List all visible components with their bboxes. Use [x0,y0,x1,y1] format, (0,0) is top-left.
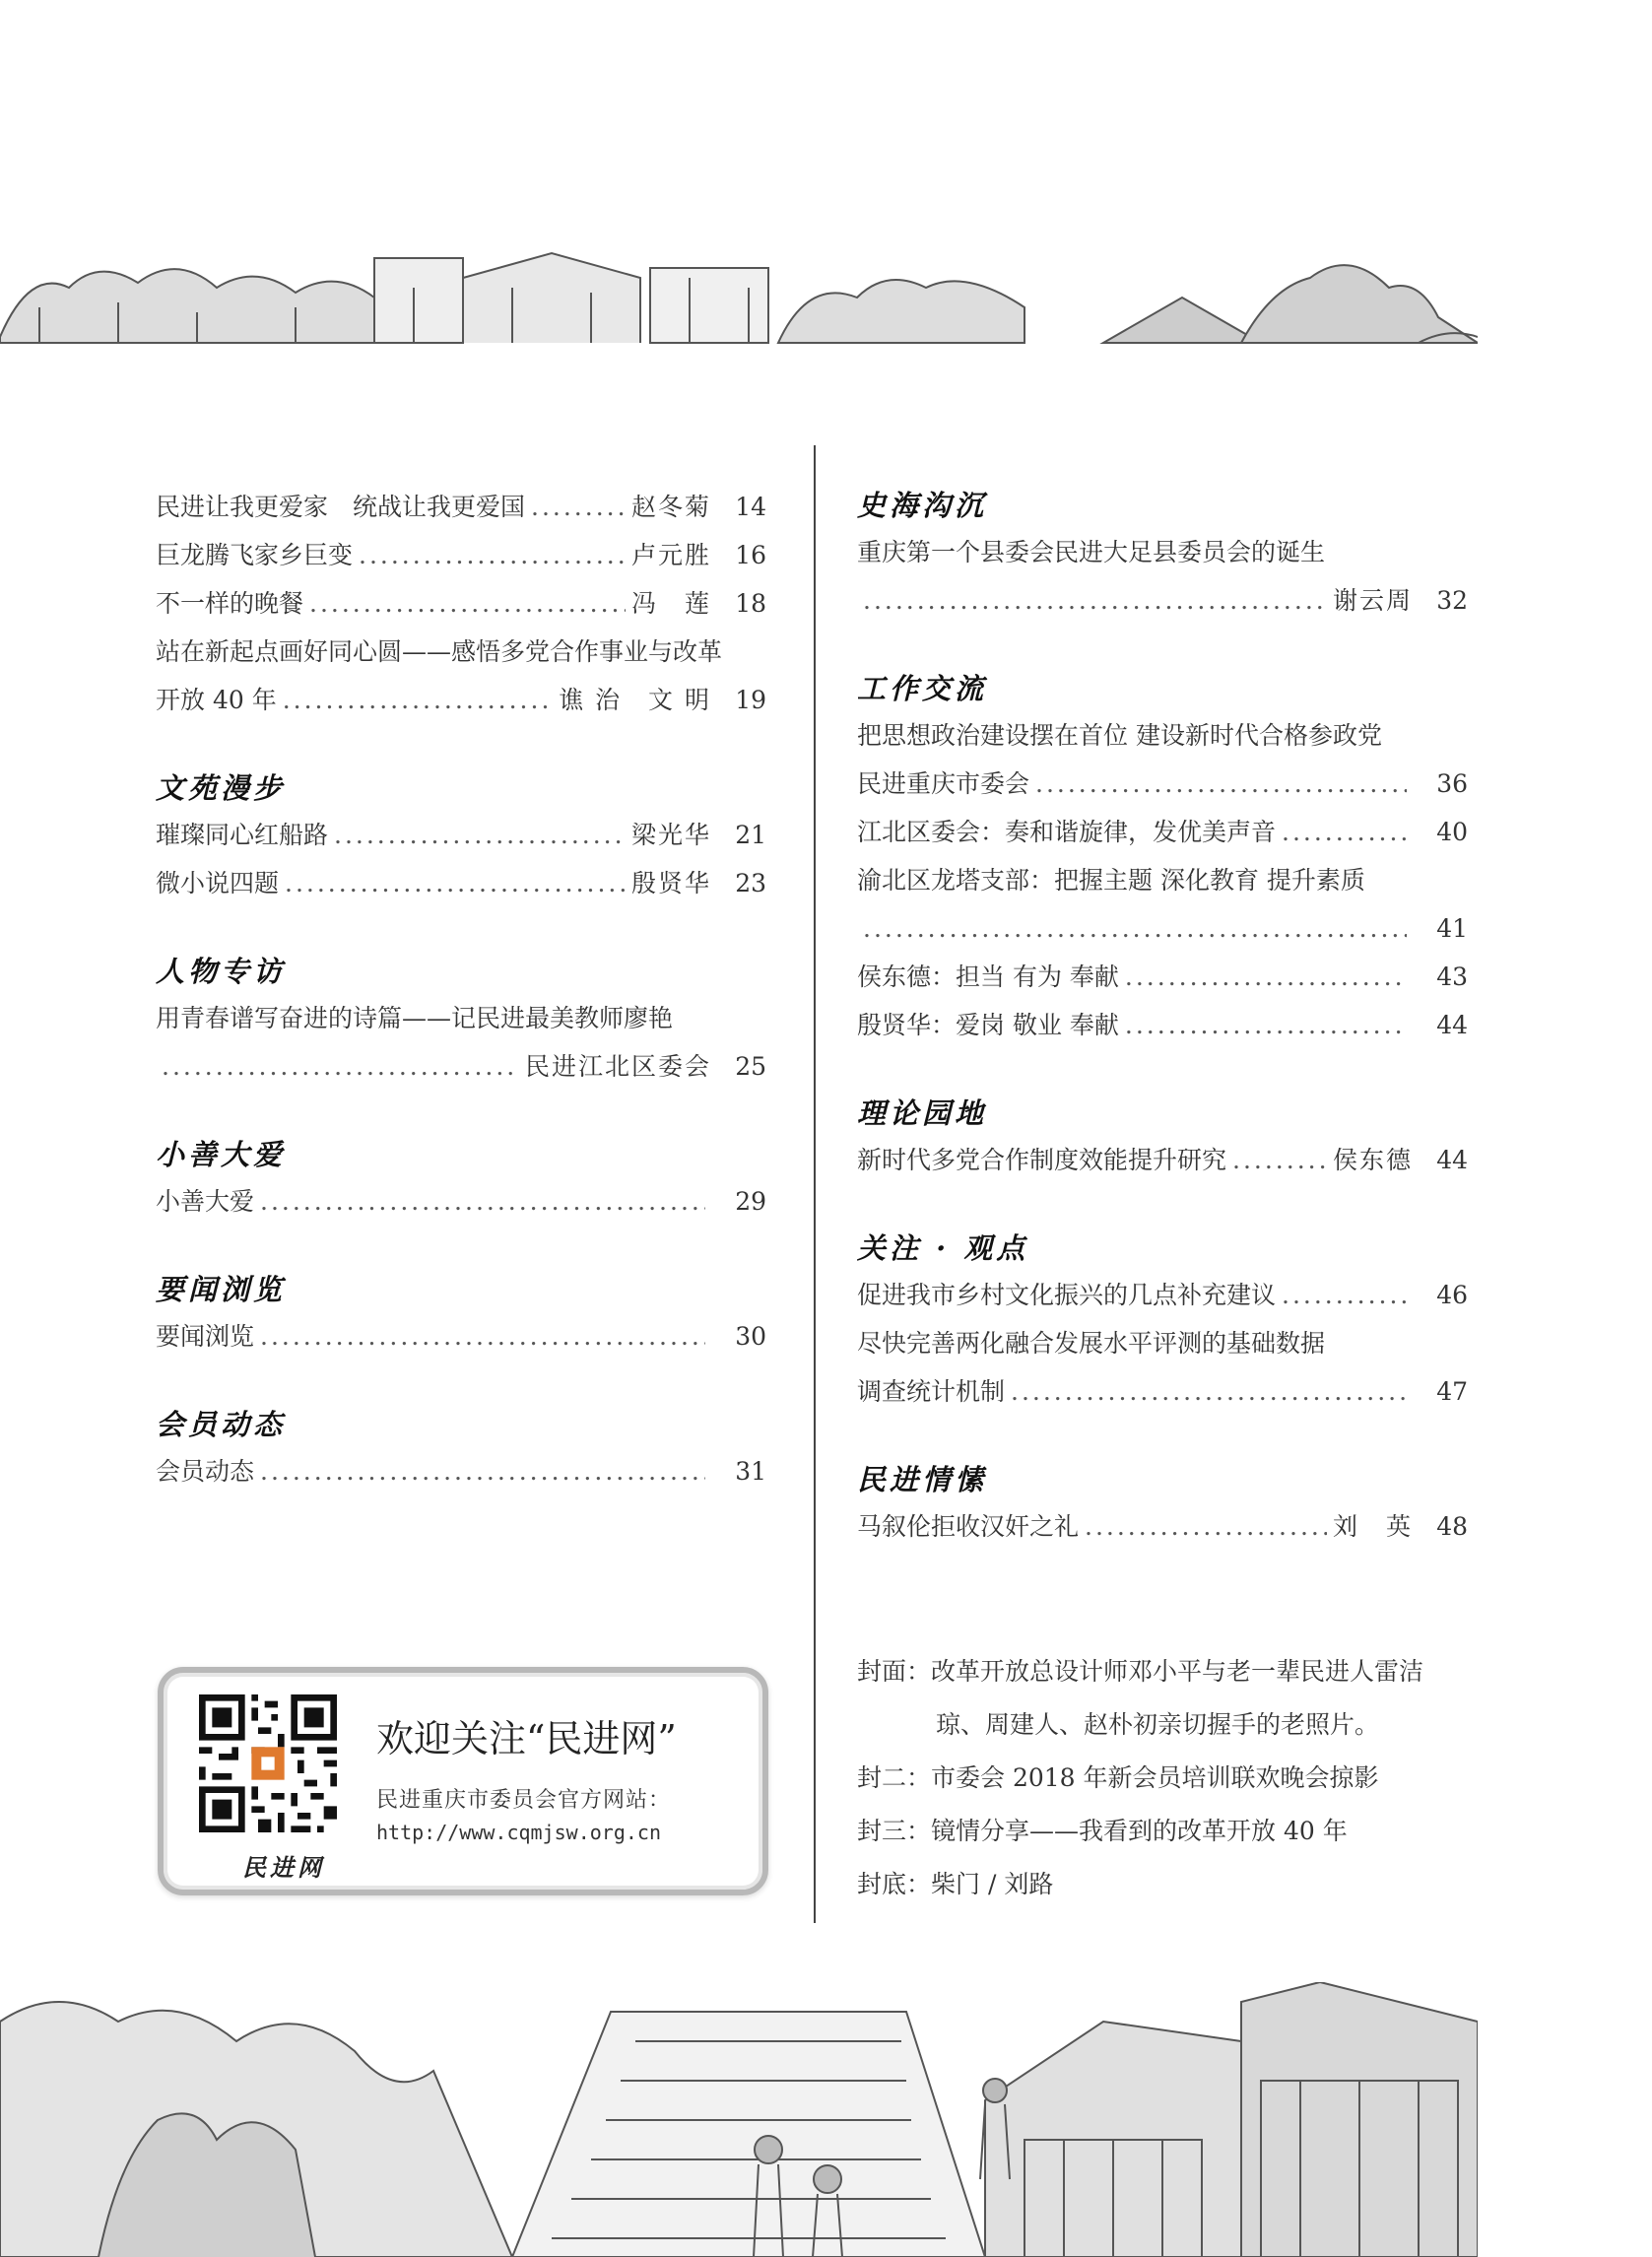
note-text: 镜情分享——我看到的改革开放 40 年 [931,1817,1348,1845]
entry-title: 江北区委会：奏和谐旋律，发优美声音 [857,818,1277,846]
entry-title-line: 重庆第一个县委会民进大足县委员会的诞生 [857,538,1326,566]
entry-row [156,1312,766,1361]
entry-title: 要闻浏览 [156,1322,255,1351]
leader-dots [283,676,553,724]
toc-entry[interactable] [857,1001,1468,1049]
entry-page: 18 [735,589,766,618]
entry-page: 19 [735,686,766,714]
cover-note [857,1752,1487,1805]
toc-entry[interactable] [857,1271,1468,1319]
entry-title: 巨龙腾飞家乡巨变 [156,541,354,569]
note-continuation: 琼、周建人、赵朴初亲切握手的老照片。 [936,1710,1380,1739]
toc-entry[interactable] [857,1136,1468,1184]
entry-title: 侯东德：担当 有为 奉献 [857,963,1119,991]
entry-author: 刘 英 [1332,1512,1413,1541]
entry-author: 谢云周 [1332,586,1413,615]
entry-row [156,579,766,628]
toc-entry[interactable] [857,1319,1468,1416]
toc-entry[interactable] [156,579,766,628]
entry-row [156,676,766,724]
entry-title: 开放 40 年 [156,686,277,714]
leader-dots [260,1447,705,1495]
toc-right-column [857,483,1468,1592]
note-text: 柴门 / 刘路 [931,1870,1054,1898]
toc-entry[interactable] [857,953,1468,1001]
entry-author: 赵冬菊 [630,493,711,521]
qr-code-icon [199,1694,337,1832]
entry-page: 23 [735,869,766,897]
entry-row [156,483,766,531]
qr-promo-box [158,1667,768,1895]
entry-title: 会员动态 [156,1457,255,1486]
entry-row [156,811,766,859]
entry-page: 44 [1436,1011,1468,1039]
toc-entry[interactable] [156,994,766,1091]
section-heading: 要闻浏览 [156,1273,287,1306]
toc-entry[interactable] [156,483,766,531]
leader-dots [359,531,626,579]
entry-row [857,1136,1468,1184]
entry-title: 不一样的晚餐 [156,589,304,618]
note-text: 改革开放总设计师邓小平与老一辈民进人雷洁 [931,1657,1424,1686]
toc-entry[interactable] [857,808,1468,856]
toc-section [156,1132,766,1226]
section-heading: 关注 · 观点 [857,1231,1029,1265]
toc-entry[interactable] [156,1312,766,1361]
toc-entry[interactable] [156,1447,766,1495]
leader-dots [285,859,626,907]
entry-page: 44 [1436,1146,1468,1174]
leader-dots [863,576,1327,625]
leader-dots [260,1177,705,1226]
entry-author: 梁光华 [630,821,711,849]
toc-left-column [156,483,766,1537]
leader-dots [1282,1271,1407,1319]
entry-page: 14 [735,493,766,521]
entry-row [857,904,1468,953]
entry-author: 侯东德 [1332,1146,1413,1174]
entry-title-line: 站在新起点画好同心圆——感悟多党合作事业与改革 [156,637,723,666]
toc-section [156,1267,766,1361]
toc-entry[interactable] [156,859,766,907]
entry-title: 小善大爱 [156,1187,255,1216]
section-heading: 小善大爱 [156,1138,287,1171]
leader-dots [863,904,1407,953]
entry-author: 殷贤华 [630,869,711,897]
entry-page: 40 [1436,818,1468,846]
entry-page: 46 [1436,1281,1468,1309]
toc-section [857,1226,1468,1416]
entry-page: 36 [1436,769,1468,798]
entry-row [857,1271,1468,1319]
toc-entry[interactable] [156,811,766,859]
leader-dots [1125,1001,1407,1049]
toc-section [156,1402,766,1495]
cover-notes [857,1645,1487,1911]
note-label: 封底： [857,1870,932,1898]
toc-entry[interactable] [857,856,1468,953]
entry-title: 民进让我更爱家 统战让我更爱国 [156,493,526,521]
entry-row [857,576,1468,625]
entry-title: 民进重庆市委会 [857,769,1030,798]
entry-title: 微小说四题 [156,869,280,897]
note-label: 封面： [857,1657,932,1686]
entry-page: 48 [1436,1512,1468,1541]
toc-section [156,949,766,1091]
entry-page: 41 [1436,914,1468,943]
cover-note [857,1858,1487,1911]
leader-dots [309,579,626,628]
toc-section [857,1457,1468,1551]
leader-dots [334,811,626,859]
entry-title: 促进我市乡村文化振兴的几点补充建议 [857,1281,1277,1309]
toc-entry[interactable] [156,628,766,724]
entry-title: 璀璨同心红船路 [156,821,329,849]
leader-dots [1035,760,1407,808]
leader-dots [1085,1502,1327,1551]
entry-row [857,1367,1468,1416]
toc-section [156,483,766,724]
cover-note [857,1805,1487,1858]
leader-dots [1282,808,1407,856]
toc-entry[interactable] [857,711,1468,808]
entry-page: 43 [1436,963,1468,991]
entry-row [156,531,766,579]
section-heading: 工作交流 [857,672,988,705]
toc-entry[interactable] [857,1502,1468,1551]
column-divider [814,445,816,1923]
entry-title: 调查统计机制 [857,1377,1006,1406]
entry-title-line: 渝北区龙塔支部：把握主题 深化教育 提升素质 [857,866,1365,895]
leader-dots [260,1312,705,1361]
toc-section [857,666,1468,1049]
entry-page: 29 [735,1187,766,1216]
entry-page: 47 [1436,1377,1468,1406]
toc-section [156,765,766,907]
entry-title: 殷贤华：爱岗 敬业 奉献 [857,1011,1119,1039]
note-label: 封三： [857,1817,932,1845]
entry-author: 冯 莲 [630,589,711,618]
leader-dots [1011,1367,1407,1416]
entry-row [857,808,1468,856]
entry-page: 30 [735,1322,766,1351]
entry-row [156,1177,766,1226]
leader-dots [1125,953,1407,1001]
qr-url-link[interactable]: http://www.cqmjsw.org.cn [376,1821,661,1844]
section-heading: 文苑漫步 [156,771,287,805]
entry-title-line: 尽快完善两化融合发展水平评测的基础数据 [857,1329,1326,1358]
bottom-illustration [0,1982,1478,2257]
section-heading: 会员动态 [156,1408,287,1441]
entry-title-line: 用青春谱写奋进的诗篇——记民进最美教师廖艳 [156,1004,674,1032]
entry-row [857,1502,1468,1551]
section-heading: 民进情愫 [857,1463,988,1496]
toc-entry[interactable] [857,528,1468,625]
leader-dots [162,1042,519,1091]
entry-title: 马叙伦拒收汉奸之礼 [857,1512,1080,1541]
entry-row [857,760,1468,808]
leader-dots [531,483,626,531]
note-label: 封二： [857,1763,932,1792]
cover-note [857,1645,1487,1698]
entry-row [156,1447,766,1495]
leader-dots [1232,1136,1327,1184]
entry-row [156,859,766,907]
entry-page: 25 [735,1052,766,1081]
toc-entry[interactable] [156,531,766,579]
top-illustration [0,248,1478,347]
entry-row [156,1042,766,1091]
entry-page: 16 [735,541,766,569]
note-text: 市委会 2018 年新会员培训联欢晚会掠影 [931,1763,1379,1792]
qr-title: 欢迎关注“民进网” [376,1717,677,1760]
qr-caption: 民进网 [242,1853,325,1882]
section-heading: 人物专访 [156,955,287,988]
entry-page: 31 [735,1457,766,1486]
qr-subtitle: 民进重庆市委员会官方网站： [376,1788,672,1813]
entry-row [857,953,1468,1001]
toc-section [857,1091,1468,1184]
entry-page: 32 [1436,586,1468,615]
entry-page: 21 [735,821,766,849]
toc-section [857,483,1468,625]
toc-entry[interactable] [156,1177,766,1226]
entry-row [857,1001,1468,1049]
section-heading: 理论园地 [857,1096,988,1130]
entry-author: 民进江北区委会 [524,1052,711,1081]
section-heading: 史海沟沉 [857,489,988,522]
entry-title: 新时代多党合作制度效能提升研究 [857,1146,1227,1174]
entry-title-line: 把思想政治建设摆在首位 建设新时代合格参政党 [857,721,1382,750]
entry-author: 卢元胜 [630,541,711,569]
entry-author: 谯 治 文 明 [559,686,711,714]
